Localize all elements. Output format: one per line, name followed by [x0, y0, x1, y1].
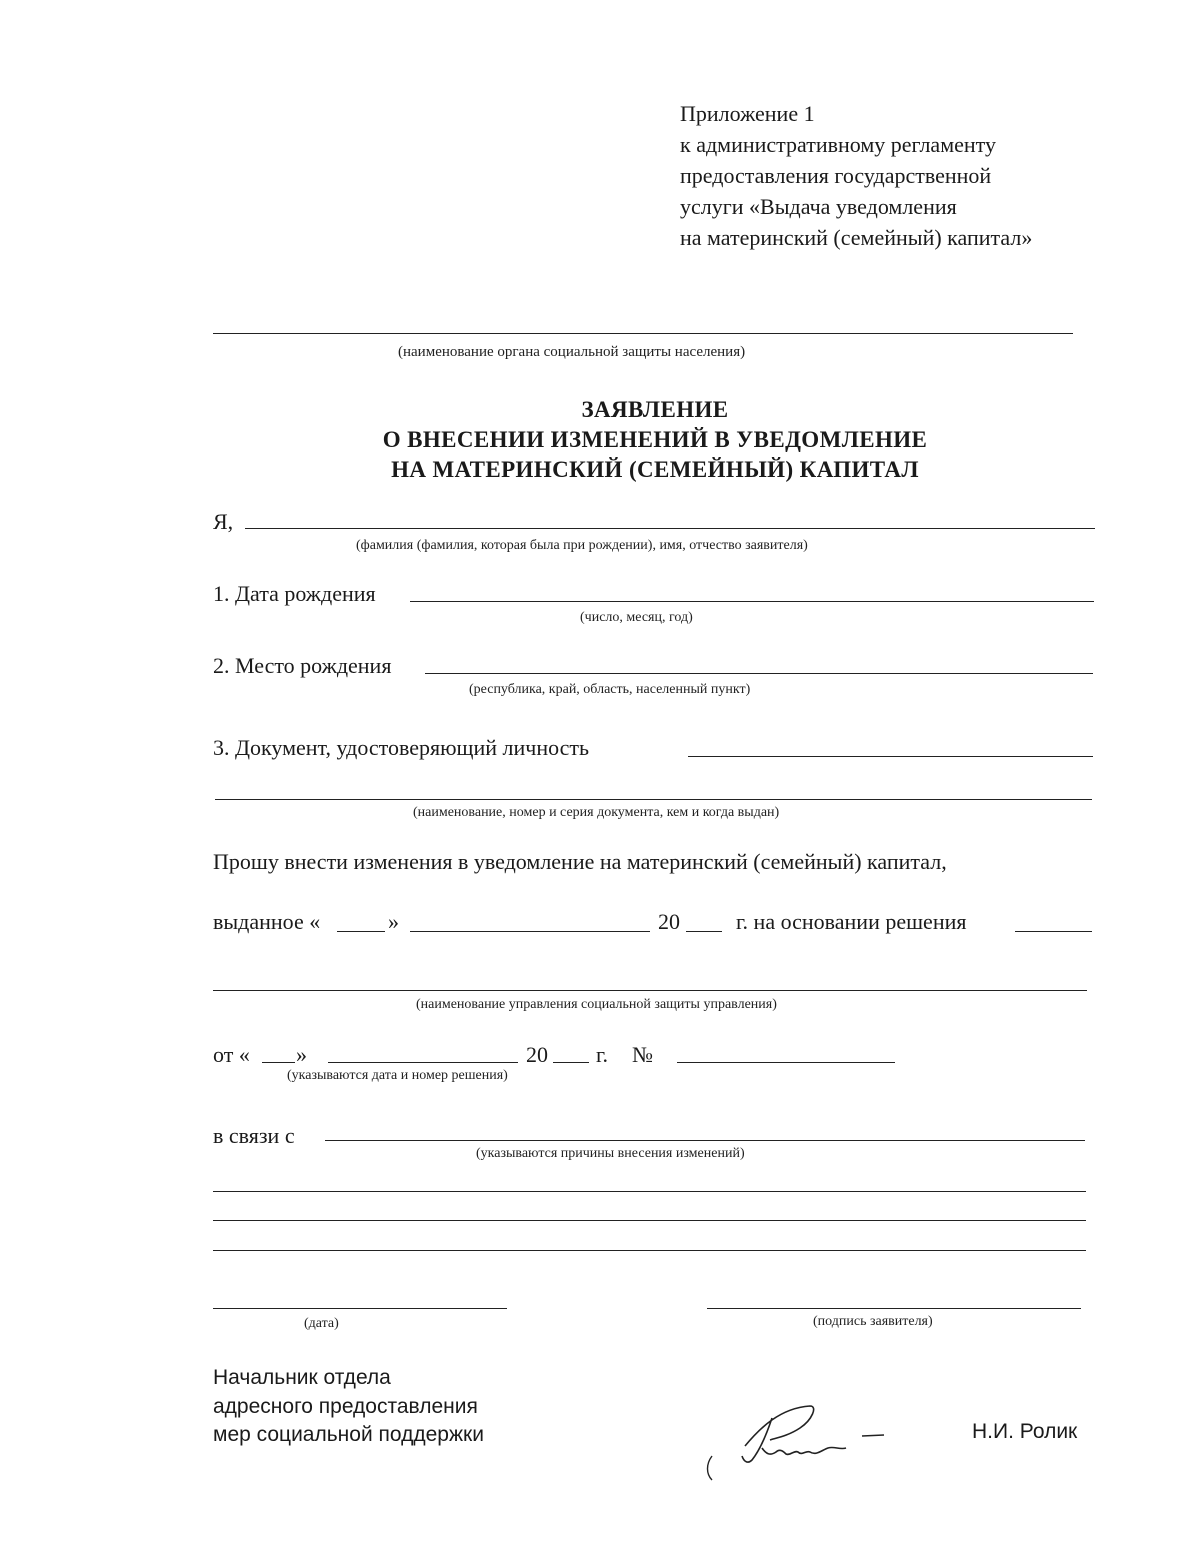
reason-label: в связи с [213, 1123, 295, 1148]
reason-field-line-4[interactable] [213, 1250, 1086, 1251]
signature-field-line[interactable] [707, 1308, 1081, 1309]
applicant-name-caption: (фамилия (фамилия, которая была при рождении), имя, отчество заявителя) [356, 538, 808, 553]
id-document-label: 3. Документ, удостоверяющий личность [213, 735, 590, 760]
title-line-3: НА МАТЕРИНСКИЙ (СЕМЕЙНЫЙ) КАПИТАЛ [391, 457, 919, 482]
appendix-line-3: предоставления государственной [680, 163, 992, 188]
appendix-line-5: на материнский (семейный) капитал» [680, 225, 1033, 250]
decision-day-field-line[interactable] [262, 1062, 295, 1063]
official-title-line-2: адресного предоставления [213, 1395, 478, 1418]
issued-day-field-line[interactable] [337, 931, 385, 932]
reason-caption: (указываются причины внесения изменений) [476, 1146, 745, 1161]
decision-from-prefix: от « [213, 1042, 250, 1067]
admin-name-caption: (наименование управления социальной защиты управления) [416, 997, 777, 1012]
reason-field-line-2[interactable] [213, 1191, 1086, 1192]
applicant-label: Я, [213, 509, 234, 534]
birth-place-caption: (республика, край, область, населенный пункт) [469, 682, 751, 697]
issued-year-prefix: 20 [658, 909, 680, 934]
issued-close-quote: » [388, 909, 399, 934]
decision-caption: (указываются дата и номер решения) [287, 1068, 508, 1083]
decision-year-suffix: г. [596, 1042, 609, 1067]
applicant-name-field-line[interactable] [245, 528, 1095, 529]
reason-field-line[interactable] [325, 1140, 1085, 1141]
appendix-line-1: Приложение 1 [680, 101, 815, 126]
decision-year-prefix: 20 [526, 1042, 548, 1067]
official-title-line-1: Начальник отдела [213, 1366, 391, 1389]
issued-year-suffix: г. на основании решения [736, 909, 967, 934]
birth-date-caption: (число, месяц, год) [580, 610, 693, 625]
appendix-line-4: услуги «Выдача уведомления [680, 194, 957, 219]
id-document-field-line-2[interactable] [215, 799, 1092, 800]
signature-caption: (подпись заявителя) [813, 1314, 933, 1329]
id-document-caption: (наименование, номер и серия документа, кем и когда выдан) [413, 805, 780, 820]
title-line-2: О ВНЕСЕНИИ ИЗМЕНЕНИЙ В УВЕДОМЛЕНИЕ [382, 427, 928, 452]
number-sign: № [632, 1042, 653, 1067]
decision-month-field-line[interactable] [328, 1062, 518, 1063]
decision-from-close: » [296, 1042, 307, 1067]
birth-place-label: 2. Место рождения [213, 653, 392, 678]
decision-field-line[interactable] [1015, 931, 1092, 932]
reason-field-line-3[interactable] [213, 1220, 1086, 1221]
issued-month-field-line[interactable] [410, 931, 650, 932]
issued-year-field-line[interactable] [686, 931, 722, 932]
date-field-line[interactable] [213, 1308, 507, 1309]
authority-caption: (наименование органа социальной защиты населения) [398, 344, 746, 360]
birth-date-field-line[interactable] [410, 601, 1094, 602]
handwritten-signature [700, 1398, 900, 1498]
official-title-line-3: мер социальной поддержки [213, 1423, 484, 1446]
date-caption: (дата) [304, 1316, 339, 1331]
birth-date-label: 1. Дата рождения [213, 581, 376, 606]
decision-number-field-line[interactable] [677, 1062, 895, 1063]
appendix-line-2: к административному регламенту [680, 132, 996, 157]
authority-field-line[interactable] [213, 333, 1073, 334]
title-line-1: ЗАЯВЛЕНИЕ [581, 397, 729, 422]
request-text: Прошу внести изменения в уведомление на материнский (семейный) капитал, [213, 849, 947, 874]
decision-year-field-line[interactable] [553, 1062, 589, 1063]
birth-place-field-line[interactable] [425, 673, 1093, 674]
admin-name-field-line[interactable] [213, 990, 1087, 991]
issued-prefix: выданное « [213, 909, 321, 934]
id-document-field-line[interactable] [688, 756, 1093, 757]
official-name: Н.И. Ролик [972, 1420, 1078, 1443]
